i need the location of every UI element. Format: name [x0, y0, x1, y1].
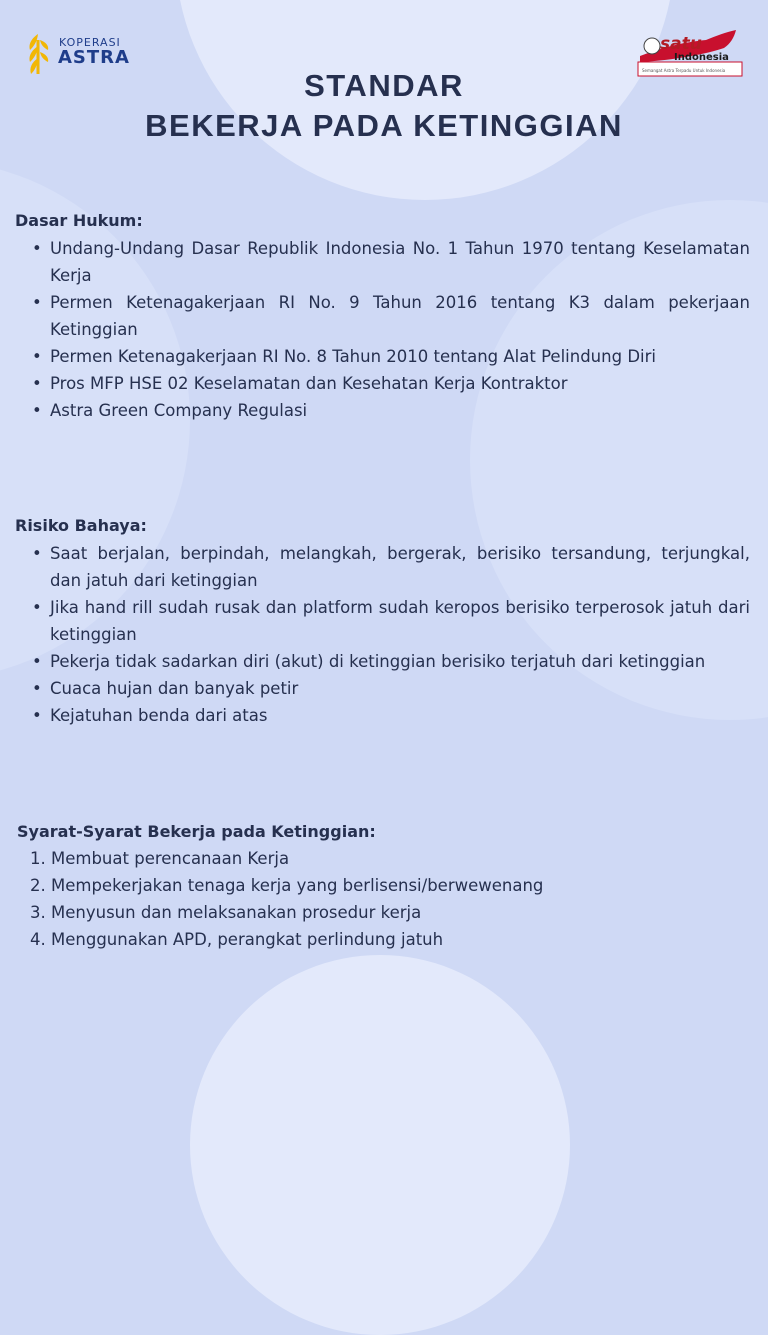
list-item: • Saat berjalan, berpindah, melangkah, bergerak, berisiko tersandung, terjungkal, dan jatuh dari ketinggian	[30, 540, 750, 594]
list-item	[30, 845, 750, 872]
logo-tagline: Semangat Astra Terpadu Untuk Indonesia	[642, 68, 726, 73]
item-number: 2.	[30, 876, 46, 895]
item-text: Mempekerjakan tenaga kerja yang berlisensi/berwewenang	[51, 876, 544, 895]
item-number: 4.	[30, 930, 46, 949]
logo-line-1: KOPERASI	[59, 36, 121, 49]
section-heading-syarat: Syarat-Syarat Bekerja pada Ketinggian:	[17, 822, 376, 841]
page-title	[0, 66, 768, 146]
logo-word: satu	[660, 34, 702, 54]
list-item: • Pros MFP HSE 02 Keselamatan dan Kesehatan Kerja Kontraktor	[30, 370, 750, 397]
list-item	[30, 899, 750, 926]
logo-line-2: ASTRA	[58, 47, 130, 68]
list-item: • Undang-Undang Dasar Republik Indonesia No. 1 Tahun 1970 tentang Keselamatan Kerja	[30, 235, 750, 289]
list-item	[30, 926, 750, 953]
logo-subword: Indonesia	[674, 52, 729, 63]
title-line-1: STANDAR	[304, 68, 464, 103]
item-number: 1.	[30, 849, 46, 868]
item-text: Menggunakan APD, perangkat perlindung jatuh	[51, 930, 444, 949]
list-item: • Kejatuhan benda dari atas	[30, 702, 750, 729]
list-item: • Pekerja tidak sadarkan diri (akut) di ketinggian berisiko terjatuh dari ketinggian	[30, 648, 750, 675]
item-text: Menyusun dan melaksanakan prosedur kerja	[51, 903, 422, 922]
list-item: • Jika hand rill sudah rusak dan platform sudah keropos berisiko terperosok jatuh dari ketinggian	[30, 594, 750, 648]
dasar-hukum-list	[30, 235, 750, 424]
section-heading-risiko-bahaya: Risiko Bahaya:	[15, 516, 147, 535]
item-text: Membuat perencanaan Kerja	[51, 849, 290, 868]
section-heading-dasar-hukum: Dasar Hukum:	[15, 211, 143, 230]
list-item: • Cuaca hujan dan banyak petir	[30, 675, 750, 702]
syarat-list	[30, 845, 750, 953]
risiko-bahaya-list	[30, 540, 750, 729]
list-item: • Astra Green Company Regulasi	[30, 397, 750, 424]
list-item	[30, 872, 750, 899]
list-item: • Permen Ketenagakerjaan RI No. 9 Tahun 2016 tentang K3 dalam pekerjaan Ketinggian	[30, 289, 750, 343]
item-number: 3.	[30, 903, 46, 922]
title-line-2: BEKERJA PADA KETINGGIAN	[145, 108, 623, 143]
bg-circle-bottom	[190, 955, 570, 1335]
list-item: • Permen Ketenagakerjaan RI No. 8 Tahun 2010 tentang Alat Pelindung Diri	[30, 343, 750, 370]
